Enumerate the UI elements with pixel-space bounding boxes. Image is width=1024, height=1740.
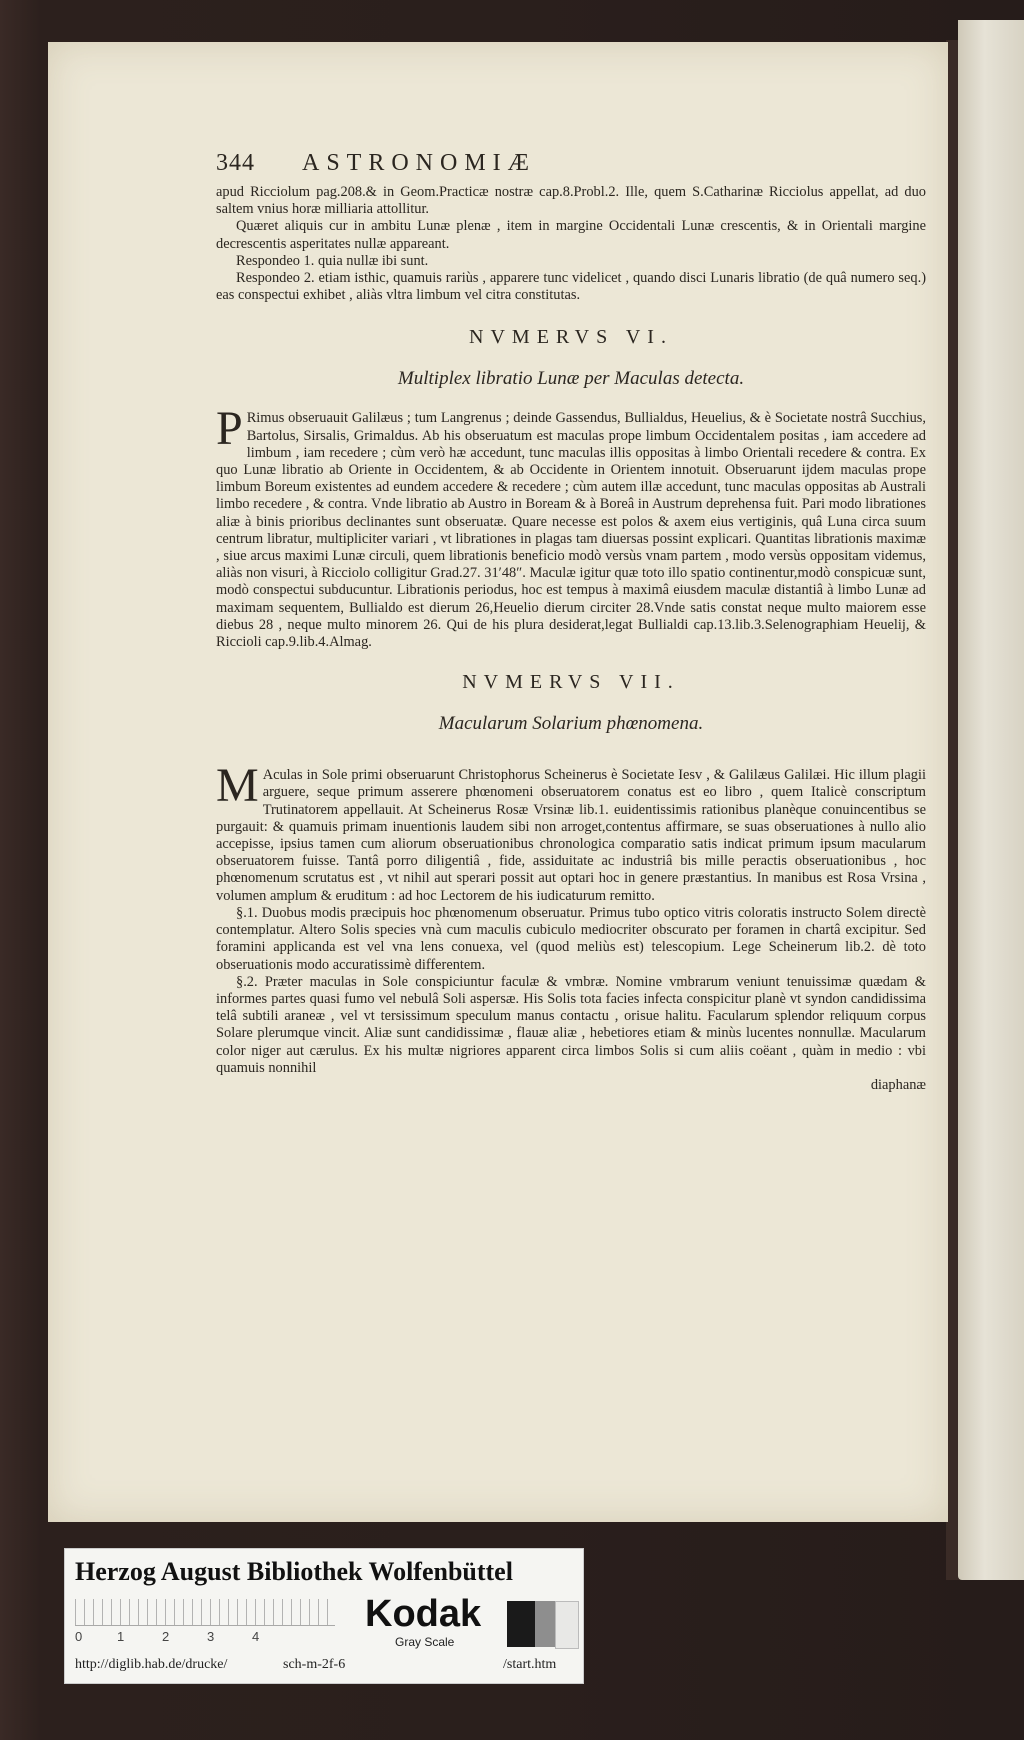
running-title: ASTRONOMIÆ xyxy=(302,150,537,176)
section-6-heading: NVMERVS VI. xyxy=(469,326,673,349)
book-page xyxy=(48,42,948,1522)
ruler-number: 0 xyxy=(75,1629,83,1644)
gray-scale-label: Gray Scale xyxy=(395,1635,455,1649)
page-number: 344 xyxy=(216,150,255,176)
gray-swatch-black xyxy=(507,1601,535,1647)
section-7-paragraph xyxy=(216,759,926,905)
intro-paragraph-4: Respondeo 2. etiam isthic, quamuis rariùs , apparere tunc videlicet , quando disci Lunaris libratio (de quâ numero seq.) eas conspectui exhibet , aliàs vltra limbum vel citra constitutas. xyxy=(216,270,926,304)
source-url xyxy=(65,1653,583,1677)
color-calibration-card xyxy=(64,1548,584,1684)
library-name: Herzog August Bibliothek Wolfenbüttel xyxy=(75,1557,513,1586)
kodak-logo: Kodak xyxy=(365,1593,482,1635)
section-7-paragraph-2: §.1. Duobus modis præcipuis hoc phœnomenum obseruatur. Primus tubo optico vitris coloratis instructo Solem directè contemplatur. Altero Solis species vnà cum maculis cubiculo mediocriter obscurato per foramen in chartâ excipitur. Sed foramini applicanda est vel vna lens conuexa, vel (quod meliùs est) telescopium. Lege Scheinerum lib.2. dè toto obseruationis modo accuratissimè differentem. xyxy=(216,904,926,973)
section-7-heading: NVMERVS VII. xyxy=(462,671,680,694)
intro-paragraph-2: Quæret aliquis cur in ambitu Lunæ plenæ , item in margine Occidentali Lunæ crescentis, & in Orientali margine decrescentis asperitates nullæ appareant. xyxy=(216,218,926,252)
url-suffix: /start.htm xyxy=(503,1657,557,1672)
ruler-numbers xyxy=(75,1629,335,1645)
section-6-paragraph xyxy=(216,402,926,651)
url-prefix: http://diglib.hab.de/drucke/ xyxy=(75,1657,228,1672)
ruler-number: 3 xyxy=(207,1629,215,1644)
facing-page-edge xyxy=(958,20,1024,1580)
ruler-number: 4 xyxy=(252,1629,260,1644)
page-header xyxy=(216,150,926,184)
intro-paragraph-1: apud Ricciolum pag.208.& in Geom.Practicæ nostræ cap.8.Probl.2. Ille, quem S.Catharinæ Ricciolus appellat, ad duo saltem vnius horæ milliaria attollitur. xyxy=(216,184,926,218)
section-6-text: Rimus obseruauit Galilæus ; tum Langrenus ; deinde Gassendus, Bullialdus, Heuelius, & è Societate nostrâ Succhius, Bartolus, Sirsalis, Grimaldus. Ab his obseruatum est maculas prope limbum Occidentalem positas , iam accedere ad limbum , iam recedere ; cùm verò hæ accedunt, tunc maculas illis oppositas à limbo Orientali recedere & contra. Ex quo Lunæ libratio ab Oriente in Occidentem, & ab Occidente in Orientem innotuit. Obseruarunt ijdem maculas prope limbum Boreum existentes ad eundem accedere & recedere ; cùm autem illæ accedunt, tunc maculas oppositas ab Australi limbo recedere , & contra. Vnde libratio ab Austro in Boream & à Boreâ in Austrum deprehensa fuit. Pari modo librationes aliæ à binis prioribus declinantes sunt obseruatæ. Quare necesse est polos & axem eius vertiginis, quâ Luna circa suum centrum libratur, multipliciter variari , vt librationes in plagas tam diuersas possint explicari. Quantitas librationis maximæ , siue arcus maximi Lunæ circuli, quem librationis beneficio modò versùs vnam partem , modo versùs oppositam videmus, aliàs non visuri, à Ricciolo colligitur Grad.27. 31′48″. Maculæ igitur quæ toto illo spatio continentur,modò conspicuæ sunt, modò conspectui subducuntur. Librationis periodus, hoc est tempus à maximâ eiusdem maculæ distantiâ à limbo Lunæ ad maximam sequentem, Bullialdo est dierum 26,Heuelio dierum circiter 28.Vnde satis constat neque multo maiorem esse diebus 28 , neque multo minorem 26. Qui de his plura desiderat,legat Bullialdi cap.13.lib.3.Selenographiam Heuelij, & Riccioli cap.9.lib.4.Almag. xyxy=(216,410,926,651)
section-7-paragraph-3: §.2. Præter maculas in Sole conspiciuntur faculæ & vmbræ. Nomine vmbrarum veniunt tenuissimæ quædam & informes partes quasi fumo vel nebulâ Soli aspersæ. His Solis tota facies infecta conspicitur planè vt syndon candidissima telâ subtili araneæ , vel vt tersissimum speculum manus contactu , orisue halitu. Facularum splendor reliquum corpus Solare plerumque vincit. Aliæ sunt candidissimæ , flauæ aliæ , hebetiores etiam & minùs lucentes nonnullæ. Macularum color niger aut cærulus. Ex his multæ nigriores apparent circa limbos Solis si cum aliis coëant , quàm in medio : vbi quamuis nonnihil xyxy=(216,973,926,1076)
intro-paragraph-3: Respondeo 1. quia nullæ ibi sunt. xyxy=(236,252,429,269)
url-id: sch-m-2f-6 xyxy=(283,1657,346,1672)
section-7-text: Aculas in Sole primi obseruarunt Christophorus Scheinerus è Societate Iesv , & Galilæus Galilæi. Hic illum plagii arguere, seque primum asserere phœnomeni obseruatorem conatus est eo libro , quem Italicè conscriptum Trutinatorem appellauit. At Scheinerus Rosæ Vrsinæ lib.1. euidentissimis rationibus planèque conuincentibus se purgauit: & quamuis primam inuentionis laudem sibi non arroget,contentus affirmare, se suas obseruationes à nullo alio accepisse, ipsius tamen cum aliorum obseruationibus chronologica comparatio satis indicat primum ipsum macularum obseruatorem fuisse. Tantâ porro diligentiâ , fide, assiduitate ac industriâ bis mille peractis obseruationibus , hoc phœnomenum scrutatus est , vt nihil aut sperari possit aut optari hoc in genere præstantius. In manibus est Rosa Vrsina , volumen amplum & eruditum : ad hoc Lectorem de his iudicaturum remitto. xyxy=(216,767,926,904)
catchword: diaphanæ xyxy=(870,1076,926,1093)
measurement-ruler xyxy=(75,1599,335,1626)
section-7-subtitle: Macularum Solarium phœnomena. xyxy=(438,713,704,735)
gray-swatch-mid xyxy=(535,1601,555,1647)
section-6-dropcap: P xyxy=(216,402,243,456)
section-7-dropcap: M xyxy=(216,759,259,813)
ruler-number: 1 xyxy=(117,1629,125,1644)
catchword-line xyxy=(216,1077,926,1095)
page-text-block xyxy=(216,150,926,1095)
ruler-number: 2 xyxy=(162,1629,170,1644)
gray-swatch-white xyxy=(555,1601,579,1649)
section-6-subtitle: Multiplex libratio Lunæ per Maculas detecta. xyxy=(397,368,745,390)
